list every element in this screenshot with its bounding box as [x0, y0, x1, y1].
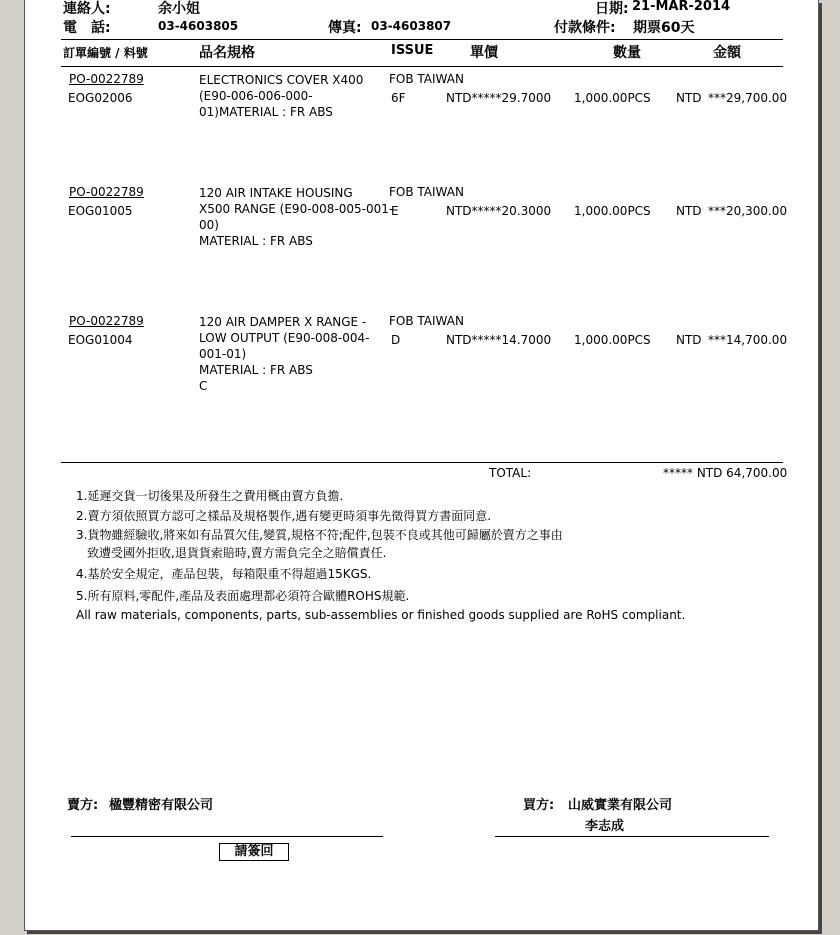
buyer-name: 山威實業有限公司 [568, 798, 673, 813]
issue-code: E [391, 204, 399, 218]
po-number: PO-0022789 [69, 314, 144, 328]
currency: NTD [676, 204, 702, 218]
shipping-terms: FOB TAIWAN [389, 185, 464, 199]
term-3-cont: 致遭受國外拒收,退貨貨索賠時,賣方需負完全之賠償責任. [87, 546, 387, 560]
header-bottom-rule [61, 66, 783, 67]
issue-code: 6F [391, 91, 406, 105]
line-amount: ***20,300.00 [708, 204, 788, 218]
contact-value: 余小姐 [158, 1, 200, 17]
col-issue: ISSUE [391, 43, 434, 58]
col-description: 品名規格 [199, 45, 255, 61]
payment-value: 期票60天 [633, 20, 695, 36]
seller-signature-line [71, 836, 383, 837]
rohs-statement: All raw materials, components, parts, sub-assemblies or finished goods supplied are RoHS compliant. [76, 608, 686, 622]
seller-name: 楹豐精密有限公司 [109, 798, 214, 813]
line-amount: ***14,700.00 [708, 333, 788, 347]
buyer-signer: 李志成 [585, 819, 625, 834]
buyer-signature-line [495, 836, 769, 837]
payment-label: 付款條件: [554, 20, 616, 36]
po-number: PO-0022789 [69, 72, 144, 86]
shipping-terms: FOB TAIWAN [389, 314, 464, 328]
col-order-item: 訂單編號 / 料號 [63, 46, 148, 60]
total-value: ***** NTD 64,700.00 [663, 466, 788, 480]
quantity: 1,000.00PCS [574, 204, 651, 218]
phone-label: 電 話: [63, 20, 111, 36]
part-number: EOG01004 [68, 333, 133, 347]
purchase-order-page [24, 0, 819, 931]
item-description: 120 AIR INTAKE HOUSING X500 RANGE (E90-008-005-001- 00) MATERIAL : FR ABS [199, 186, 394, 248]
unit-price: NTD*****29.7000 [446, 91, 552, 105]
fax-label: 傳真: [328, 20, 362, 36]
col-amount: 金額 [713, 45, 741, 61]
currency: NTD [676, 91, 702, 105]
col-quantity: 數量 [613, 45, 641, 61]
date-value: 21-MAR-2014 [632, 0, 731, 14]
quantity: 1,000.00PCS [574, 333, 651, 347]
contact-label: 連絡人: [63, 1, 111, 17]
buyer-label: 買方: [523, 798, 555, 813]
shipping-terms: FOB TAIWAN [389, 72, 464, 86]
line-amount: ***29,700.00 [708, 91, 788, 105]
currency: NTD [676, 333, 702, 347]
item-description: ELECTRONICS COVER X400 (E90-006-006-000- 01)MATERIAL : FR ABS [199, 73, 364, 119]
phone-value: 03-4603805 [158, 19, 239, 33]
col-unit-price: 單價 [470, 45, 498, 61]
part-number: EOG01005 [68, 204, 133, 218]
item-description: 120 AIR DAMPER X RANGE - LOW OUTPUT (E90-008-004- 001-01) MATERIAL : FR ABS C [199, 315, 370, 393]
part-number: EOG02006 [68, 91, 133, 105]
total-label: TOTAL: [489, 466, 532, 480]
unit-price: NTD*****20.3000 [446, 204, 552, 218]
header-top-rule [61, 39, 783, 40]
sign-return-button[interactable]: 請簽回 [219, 843, 289, 861]
term-5: 5.所有原料,零配件,產品及表面處理都必須符合歐體ROHS規範. [76, 589, 410, 603]
unit-price: NTD*****14.7000 [446, 333, 552, 347]
term-4: 4.基於安全規定，產品包裝，每箱限重不得超過15KGS. [76, 567, 372, 581]
fax-value: 03-4603807 [371, 19, 452, 33]
seller-label: 賣方: [67, 798, 99, 813]
total-rule [61, 462, 783, 463]
term-3: 3.貨物雖經驗收,將來如有品質欠佳,變質,規格不符;配件,包裝不良或其他可歸屬於賣方之事由 [76, 528, 563, 542]
date-label: 日期: [595, 1, 629, 17]
term-2: 2.賣方須依照買方認可之樣品及規格製作,遇有變更時須事先徵得買方書面同意. [76, 509, 492, 523]
po-number: PO-0022789 [69, 185, 144, 199]
issue-code: D [391, 333, 401, 347]
quantity: 1,000.00PCS [574, 91, 651, 105]
term-1: 1.延遲交貨一切後果及所發生之費用概由賣方負擔. [76, 489, 344, 503]
